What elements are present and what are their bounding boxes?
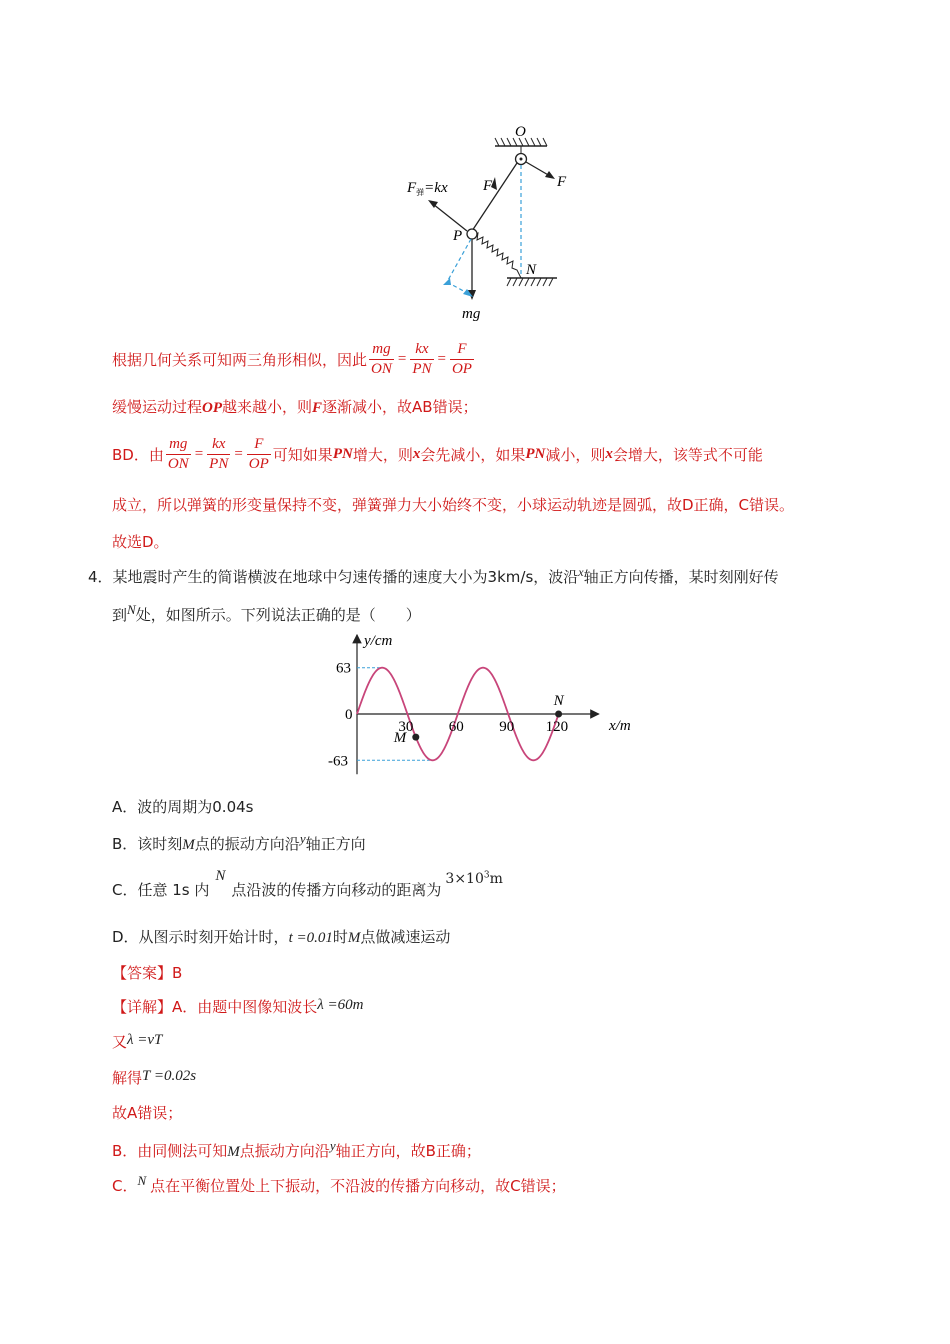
point-label-m: M	[393, 730, 407, 747]
solution-line-3: BD．由 $\frac{mg}{ON}$ = $\frac{kx}{PN}$ = $\frac{F}{OP}$ 可知如果 PN 增大，则 x 会先减小，如果 PN 减小，则 x 会增大，该等式不可能	[112, 435, 763, 472]
y-axis-label: y/cm	[364, 633, 393, 649]
detail-line-1: 【详解】A．由题中图像知波长λ =60m	[112, 997, 364, 1016]
label-F-spring-sub: 弹	[416, 188, 425, 197]
option-d: D．从图示时刻开始计时，t =0.01时M点做减速运动	[112, 928, 451, 946]
point-n	[555, 711, 562, 718]
label-N: N	[526, 262, 537, 278]
label-F-up: F	[483, 178, 493, 194]
question-4-line-2: 到$^N$处，如图所示。下列说法正确的是（ ）	[112, 602, 421, 624]
detail-line-6: C．$^N$ 点在平衡位置处上下振动，不沿波的传播方向移动，故C错误；	[112, 1173, 566, 1195]
y-tick-label: 0	[345, 707, 353, 723]
fraction-mg-on-2: $\frac{mg}{ON}$	[167, 435, 189, 472]
detail-line-3: 解得T =0.02s	[112, 1068, 197, 1087]
fraction-f-op-2: $\frac{F}{OP}$	[248, 435, 269, 472]
fraction-f-op: $\frac{F}{OP}$	[451, 340, 472, 377]
fraction-mg-on: $\frac{mg}{ON}$	[371, 340, 392, 377]
label-F-spring: F	[407, 180, 417, 196]
force-diagram	[395, 118, 595, 323]
option-a: A．波的周期为0.04s	[112, 798, 254, 816]
detail-line-4: 故A错误；	[112, 1104, 183, 1122]
x-tick-label: 90	[499, 719, 515, 735]
fraction-kx-pn-2: $\frac{kx}{PN}$	[209, 435, 229, 472]
label-mg: mg	[462, 306, 481, 322]
x-tick-label: 30	[398, 719, 414, 735]
svg-text:F弹=kx	[406, 180, 448, 197]
solution-line-5: 故选D。	[112, 533, 169, 551]
x-tick-label: 120	[545, 719, 569, 735]
solution-text-1: 根据几何关系可知两三角形相似，因此	[112, 350, 368, 369]
question-number: 4．	[88, 568, 113, 586]
point-m	[412, 734, 419, 741]
solution-line-2: 缓慢运动过程OP越来越小，则F逐渐减小，故AB错误；	[112, 398, 478, 416]
x-axis-label: x/m	[609, 718, 631, 734]
answer-label: 【答案】B	[112, 964, 183, 982]
y-tick-label: -63	[328, 753, 348, 770]
label-F-right: F	[557, 174, 567, 190]
option-b: B．该时刻M点的振动方向沿$^y$轴正方向	[112, 831, 366, 853]
option-c: C．任意 1s 内N点沿波的传播方向移动的距离为$3\times 10^3m$	[112, 868, 503, 899]
point-label-n: N	[553, 693, 564, 709]
fraction-kx-pn: $\frac{kx}{PN}$	[412, 340, 432, 377]
label-O: O	[515, 124, 526, 140]
detail-line-2: 又λ =vT	[112, 1032, 163, 1051]
wave-chart	[325, 630, 655, 780]
x-tick-label: 60	[448, 719, 464, 735]
label-F-spring-rest: =kx	[424, 180, 448, 196]
detail-line-5: B．由同侧法可知M点振动方向沿$^y$轴正方向，故B正确；	[112, 1138, 481, 1160]
y-tick-label: 63	[336, 660, 351, 677]
solution-line-1: 根据几何关系可知两三角形相似，因此 $\frac{mg}{ON}$ = $\frac{kx}{PN}$ = $\frac{F}{OP}$	[112, 340, 472, 377]
solution-line-4: 成立，所以弹簧的形变量保持不变，弹簧弹力大小始终不变，小球运动轨迹是圆弧，故D正确，C错误。	[112, 496, 795, 514]
question-4-line-1: 4．某地震时产生的简谐横波在地球中匀速传播的速度大小为3km/s，波沿$^x$轴正方向传播，某时刻刚好传	[88, 565, 779, 586]
label-P: P	[453, 228, 463, 244]
